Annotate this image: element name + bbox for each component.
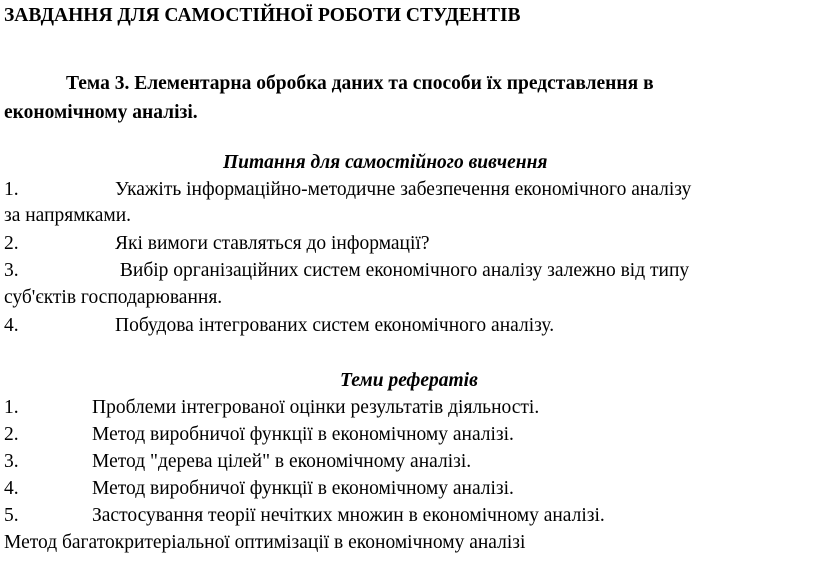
essay-item-1 bbox=[4, 395, 539, 421]
essay-last-line: Метод багатокритеріальної оптимізації в економічному аналізі bbox=[4, 532, 526, 553]
essay-number: 2. bbox=[4, 424, 19, 445]
essay-number: 4. bbox=[4, 478, 19, 499]
essay-text: Проблеми інтегрованої оцінки результатів діяльності. bbox=[92, 397, 540, 418]
essay-item-3 bbox=[4, 449, 471, 475]
question-text: Вибір організаційних систем економічного аналізу залежно від типу bbox=[115, 260, 690, 281]
question-item-3 bbox=[4, 258, 689, 284]
essay-number: 1. bbox=[4, 397, 19, 418]
question-item-3-continuation: суб'єктів господарювання. bbox=[4, 287, 223, 308]
topic-title-line-1: Тема 3. Елементарна обробка даних та способи їх представлення в bbox=[66, 73, 654, 94]
question-number: 4. bbox=[4, 315, 19, 336]
essay-item-2 bbox=[4, 422, 514, 448]
question-item-4 bbox=[4, 313, 554, 339]
essay-text: Метод "дерева цілей" в економічному аналізі. bbox=[92, 451, 472, 472]
question-text: Які вимоги ставляться до інформації? bbox=[115, 233, 430, 254]
essay-number: 3. bbox=[4, 451, 19, 472]
topic-title-line-2: економічному аналізі. bbox=[4, 102, 198, 123]
question-item-1 bbox=[4, 177, 691, 203]
question-number: 2. bbox=[4, 233, 19, 254]
question-text: Побудова інтегрованих систем економічного аналізу. bbox=[115, 315, 555, 336]
question-number: 1. bbox=[4, 179, 19, 200]
questions-heading: Питання для самостійного вивчення bbox=[223, 152, 548, 173]
essay-text: Застосування теорії нечітких множин в економічному аналізі. bbox=[92, 505, 605, 526]
essay-item-4 bbox=[4, 476, 514, 502]
question-text: Укажіть інформаційно-методичне забезпечення економічного аналізу bbox=[115, 179, 692, 200]
essay-item-5 bbox=[4, 503, 605, 529]
question-item-1-continuation: за напрямками. bbox=[4, 205, 132, 226]
question-item-2 bbox=[4, 231, 429, 257]
essay-text: Метод виробничої функції в економічному аналізі. bbox=[92, 478, 514, 499]
question-number: 3. bbox=[4, 260, 19, 281]
essay-number: 5. bbox=[4, 505, 19, 526]
essay-text: Метод виробничої функції в економічному аналізі. bbox=[92, 424, 514, 445]
document-title: ЗАВДАННЯ ДЛЯ САМОСТІЙНОЇ РОБОТИ СТУДЕНТІВ bbox=[4, 5, 521, 26]
essays-heading: Теми рефератів bbox=[340, 370, 478, 391]
